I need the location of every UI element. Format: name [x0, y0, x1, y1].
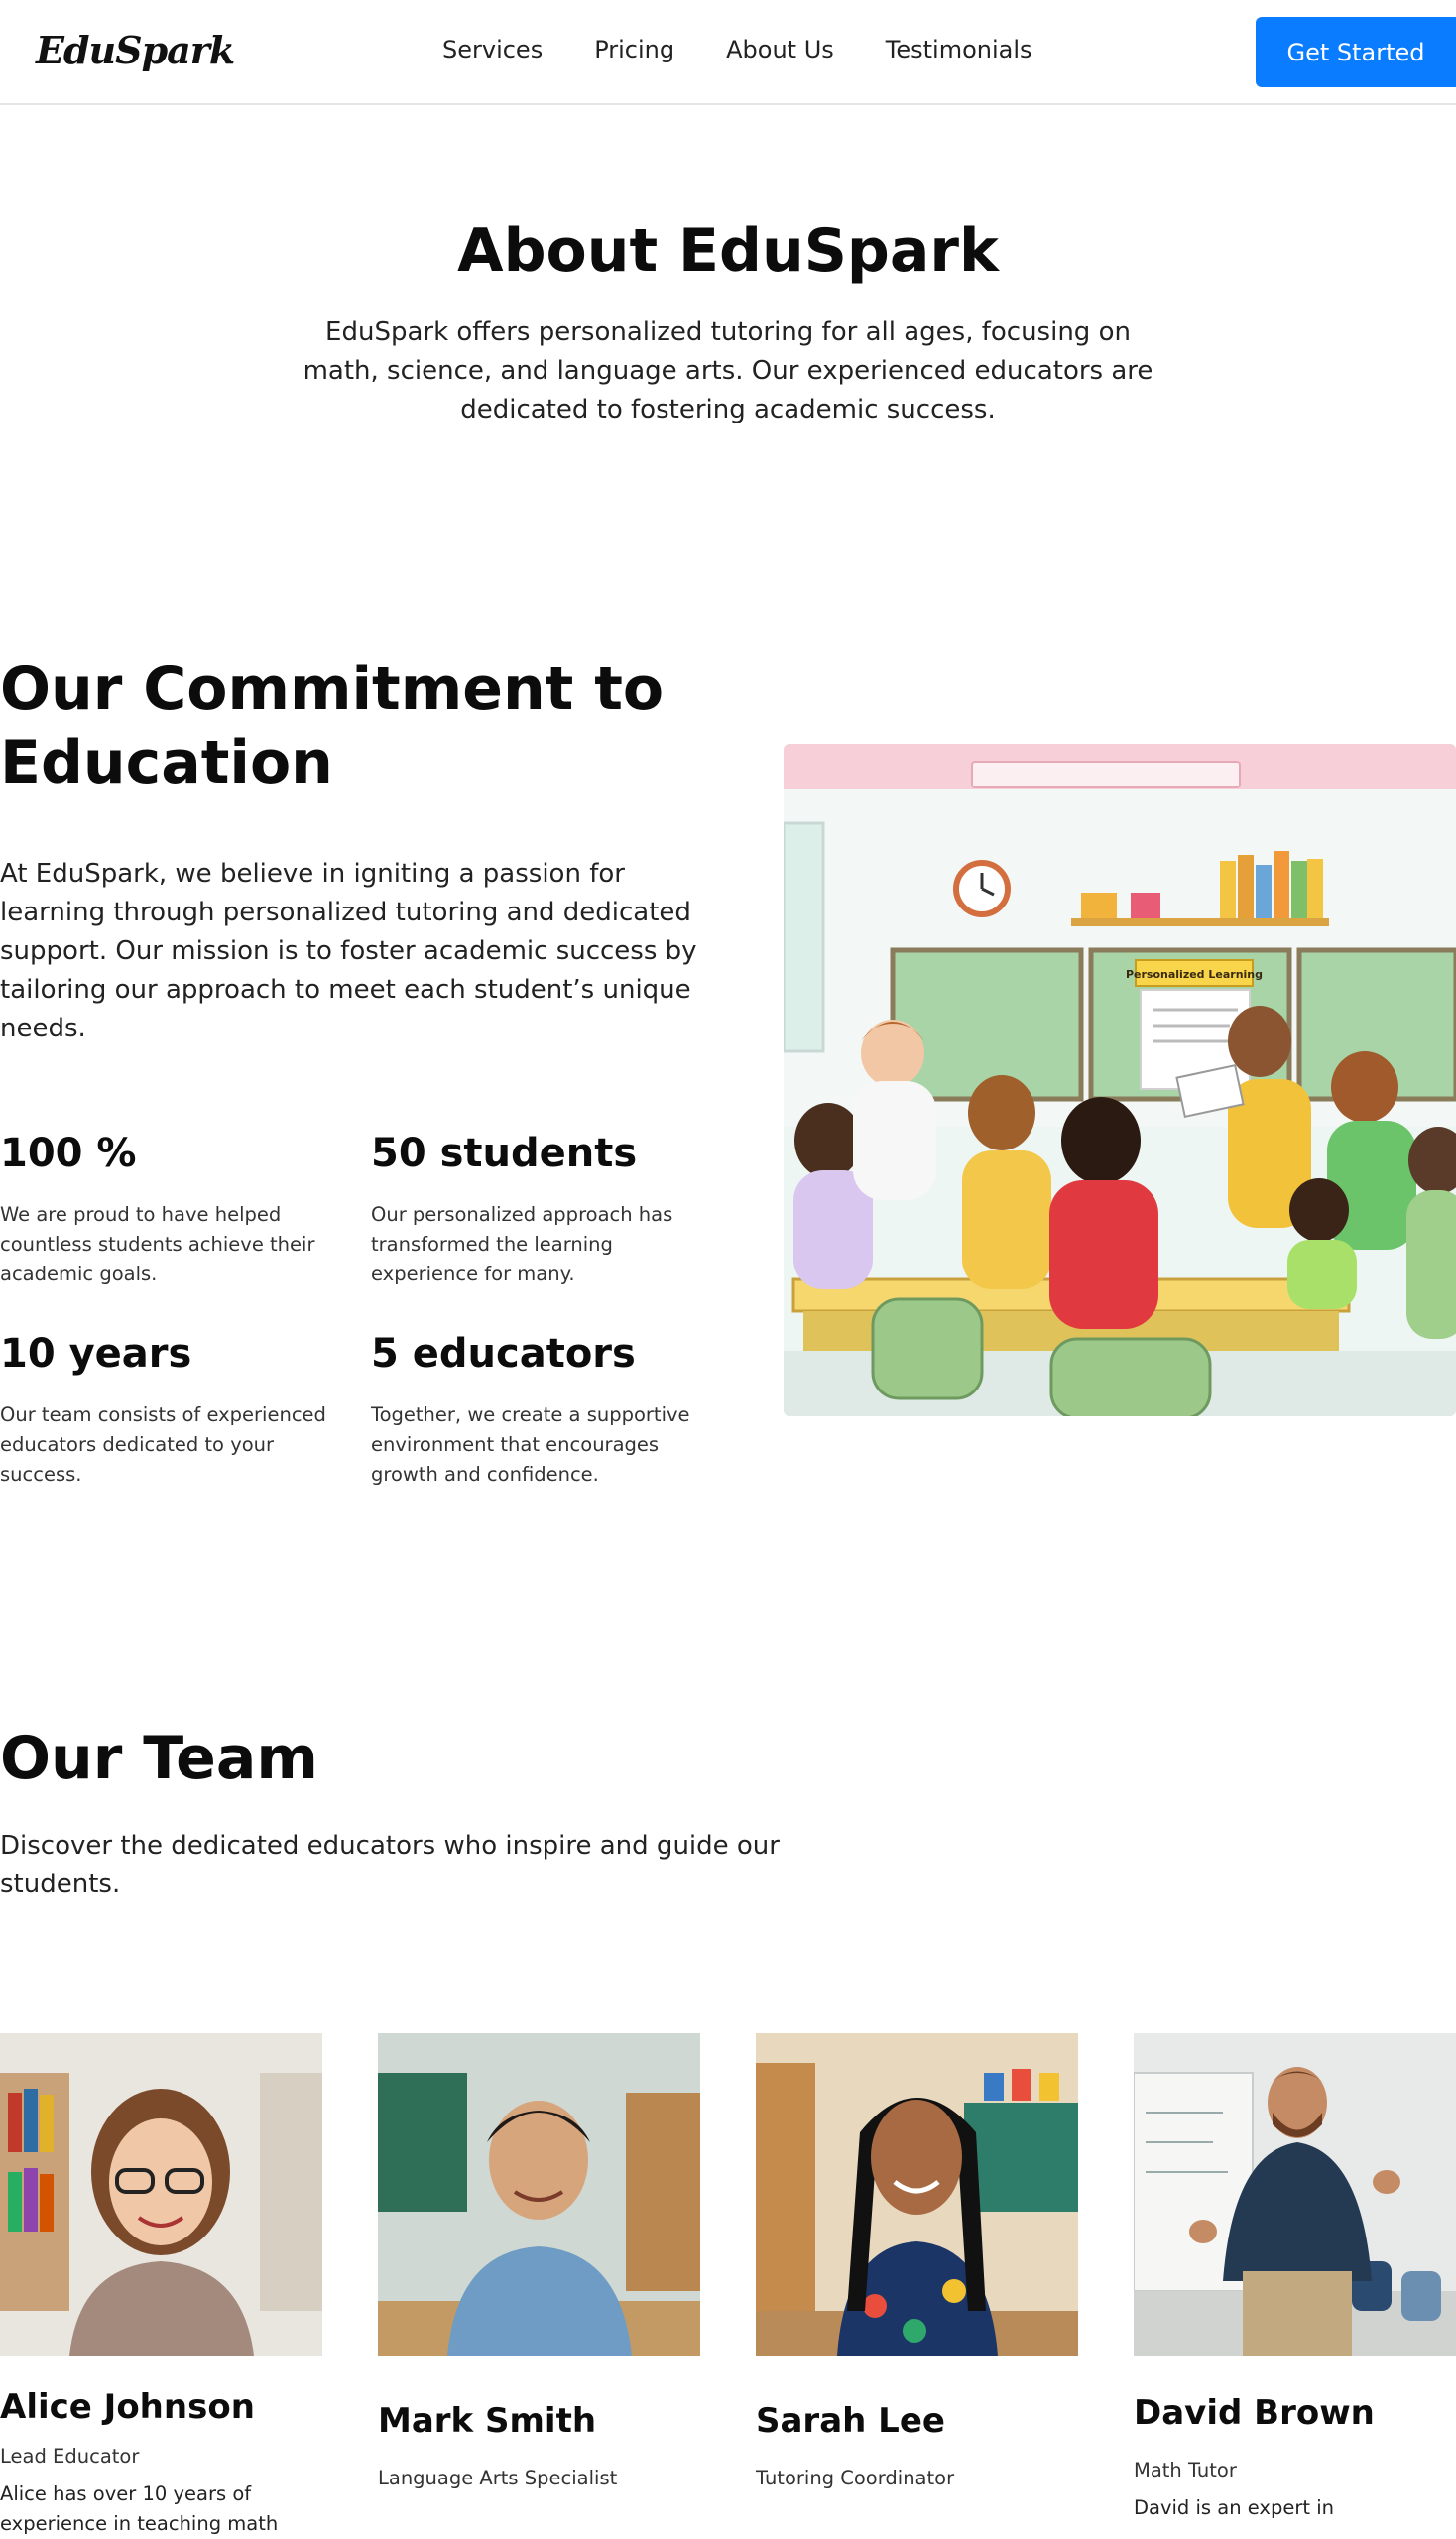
stat-item: [371, 1131, 708, 1289]
team-subtitle: Discover the dedicated educators who inspire and guide our students.: [0, 1831, 780, 1899]
nav-link-about-us[interactable]: About Us: [726, 36, 834, 63]
member-role: Lead Educator: [0, 2445, 140, 2468]
nav-link-services[interactable]: Services: [442, 36, 544, 63]
stat-description: Our team consists of experienced educators dedicated to your success.: [0, 1403, 326, 1486]
team-title: Our Team: [0, 1724, 318, 1793]
member-role: Tutoring Coordinator: [756, 2467, 955, 2489]
member-bio: David is an expert in: [1134, 2496, 1334, 2519]
member-name: Mark Smith: [378, 2401, 597, 2441]
stat-value: 10 years: [0, 1331, 192, 1377]
stat-description: Our personalized approach has transformed the learning experience for many.: [371, 1203, 673, 1285]
nav-links: [442, 36, 1032, 63]
stat-value: 5 educators: [371, 1331, 636, 1377]
commitment-description: At EduSpark, we believe in igniting a passion for learning through personalized tutoring and dedicated support. Our mission is to foster academic success by tailoring our approach to meet each student’s unique needs.: [0, 859, 697, 1043]
get-started-button[interactable]: Get Started: [1256, 17, 1456, 87]
about-description: EduSpark offers personalized tutoring for all ages, focusing on math, science, and language arts. Our experienced educators are dedicated to fostering academic success.: [303, 317, 1153, 424]
member-photo-svg: [378, 2033, 700, 2356]
member-name: Alice Johnson: [0, 2387, 255, 2427]
brand-logo[interactable]: EduSpark: [36, 28, 235, 72]
stat-description: Together, we create a supportive environment that encourages growth and confidence.: [371, 1403, 690, 1486]
member-photo: [378, 2033, 700, 2356]
nav-link-testimonials[interactable]: Testimonials: [885, 36, 1032, 63]
team-member-card: [378, 2033, 700, 2489]
top-navigation: [0, 0, 1456, 105]
nav-link-pricing[interactable]: Pricing: [594, 36, 675, 63]
member-bio: Alice has over 10 years of experience in teaching math: [0, 2482, 279, 2535]
member-role: Language Arts Specialist: [378, 2467, 618, 2489]
member-photo: [756, 2033, 1078, 2356]
stat-description: We are proud to have helped countless students achieve their academic goals.: [0, 1203, 315, 1285]
member-photo-svg: [0, 2033, 322, 2356]
member-role: Math Tutor: [1134, 2459, 1237, 2481]
classroom-illustration: [784, 744, 1456, 1416]
stat-value: 100 %: [0, 1131, 137, 1176]
stat-item: [0, 1131, 337, 1289]
team-member-card: [1134, 2033, 1456, 2523]
sign-text: Personalized Learning: [1125, 968, 1264, 981]
commitment-title: Our Commitment to Education: [0, 655, 665, 797]
member-name: Sarah Lee: [756, 2401, 945, 2441]
stat-value: 50 students: [371, 1131, 638, 1176]
team-member-card: [0, 2033, 322, 2539]
classroom-illustration-svg: [784, 744, 1456, 1416]
member-photo: [1134, 2033, 1456, 2356]
team-member-card: [756, 2033, 1078, 2489]
stat-item: [371, 1331, 708, 1490]
member-photo: [0, 2033, 322, 2356]
member-photo-svg: [756, 2033, 1078, 2356]
member-photo-svg: [1134, 2033, 1456, 2356]
stat-item: [0, 1331, 337, 1490]
member-name: David Brown: [1134, 2393, 1375, 2433]
about-title: About EduSpark: [457, 216, 999, 286]
